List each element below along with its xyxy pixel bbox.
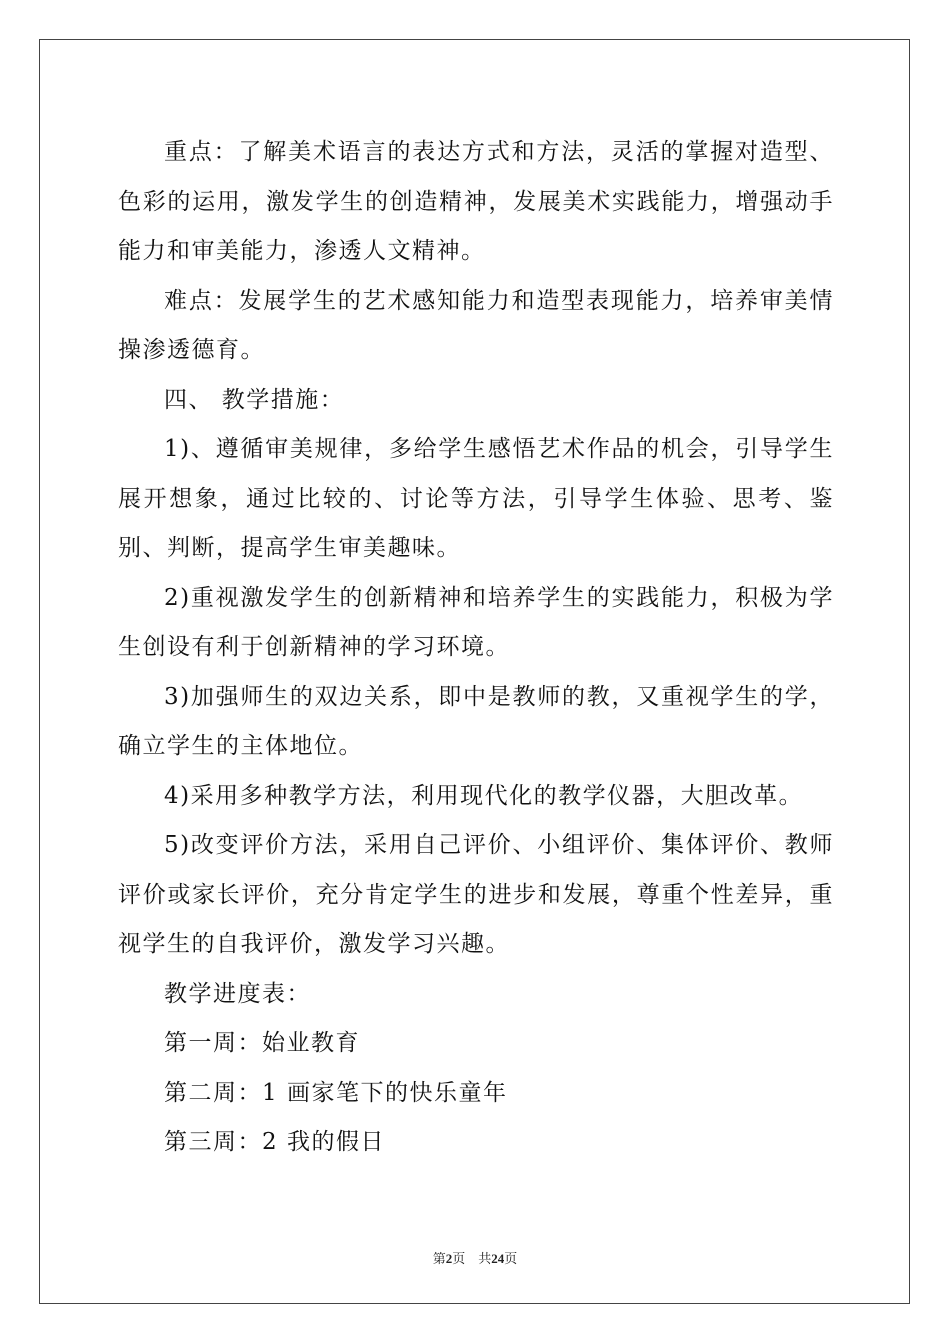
paragraph-measure-5: 5)改变评价方法，采用自己评价、小组评价、集体评价、教师评价或家长评价，充分肯定学生的进步和发展，尊重个性差异，重视学生的自我评价，激发学习兴趣。 [118,832,834,957]
schedule-week-1: 第一周：始业教育 [164,1030,360,1056]
schedule-heading: 教学进度表： [164,980,311,1007]
footer-total-pages: 24 [491,1251,505,1266]
paragraph-key-points: 重点：了解美术语言的表达方式和方法，灵活的掌握对造型、色彩的运用，激发学生的创造精神，发展美术实践能力，增强动手能力和审美能力，渗透人文精神。 [118,139,834,264]
footer-suffix: 页 [504,1252,518,1267]
footer-middle: 页 共 [452,1252,492,1267]
paragraph-measure-4: 4)采用多种教学方法，利用现代化的教学仪器，大胆改革。 [164,782,804,809]
paragraph-difficulties: 难点：发展学生的艺术感知能力和造型表现能力，培养审美情操渗透德育。 [118,287,834,363]
schedule-week-3: 第三周：2 我的假日 [164,1129,385,1155]
paragraph-measure-3: 3)加强师生的双边关系，即中是教师的教，又重视学生的学，确立学生的主体地位。 [118,683,834,759]
document-body [118,128,834,1168]
page-footer [0,1248,950,1267]
paragraph-measure-1: 1)、遵循审美规律，多给学生感悟艺术作品的机会，引导学生展开想象，通过比较的、讨论等方法，引导学生体验、思考、鉴别、判断，提高学生审美趣味。 [118,436,834,561]
paragraph-measure-2: 2)重视激发学生的创新精神和培养学生的实践能力，积极为学生创设有利于创新精神的学习环境。 [118,584,834,660]
footer-current-page: 2 [445,1251,453,1266]
footer-prefix: 第 [432,1252,446,1267]
schedule-week-2: 第二周：1 画家笔下的快乐童年 [164,1079,508,1106]
section-heading-measures: 四、 教学措施： [164,386,345,413]
